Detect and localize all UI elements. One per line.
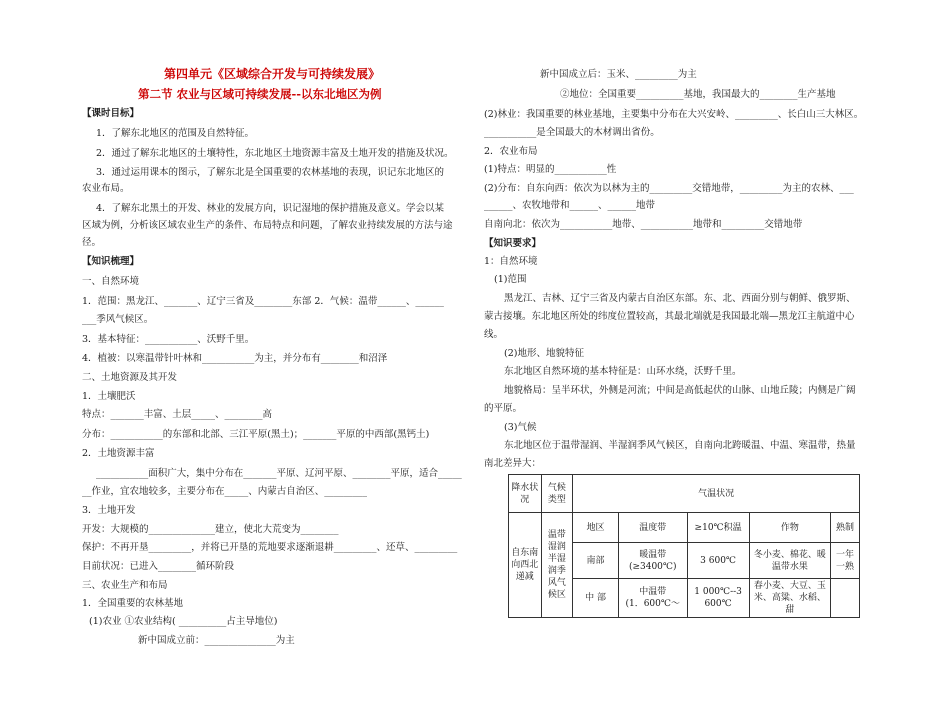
- text-line: (1)农业 ①农业结构( __________占主导地位): [89, 616, 278, 627]
- text-line: 蒙古接壤。东北地区所处的纬度位置较高，其最北端就是我国最北端—黑龙江主航道中心: [484, 311, 855, 322]
- text-line: 径。: [82, 237, 102, 248]
- heading-review: 【知识梳理】: [82, 256, 140, 267]
- header-climate-type: 气候类型: [541, 475, 573, 513]
- cell-accum-temp: 1 000℃--3 600℃: [687, 579, 749, 618]
- text-line: 保护：不再开垦_________，并将已开垦的荒地要求逐渐退耕_________、还草、_________: [82, 542, 458, 553]
- text-line: 三、农业生产和布局: [82, 580, 168, 591]
- col-accum-temp: ≥10℃积温: [687, 513, 749, 543]
- text-line: 一、自然环境: [82, 276, 140, 287]
- text-line: 1．土壤肥沃: [82, 391, 136, 402]
- text-line: (1)范围: [494, 274, 527, 285]
- text-line: 的平原。: [484, 403, 523, 414]
- heading-requirements: 【知识要求】: [484, 238, 542, 249]
- cell-region: 南部: [573, 543, 619, 579]
- text-line: 自南向北：依次为___________地带、___________地带和_________交错地带: [484, 219, 803, 230]
- text-line: 新中国成立前：_______________为主: [138, 635, 295, 646]
- text-line: 东北地区自然环境的基本特征是：山环水绕，沃野千里。: [504, 366, 742, 377]
- text-line: 目前状况：已进入________循环阶段: [82, 561, 235, 572]
- text-line: ___________面积广大，集中分布在_______平原、辽河平原、________平原，适合_____: [96, 468, 462, 479]
- text-line: 农业布局。: [82, 183, 130, 194]
- text-line: (2)地形、地貌特征: [504, 348, 584, 359]
- text-line: 1．范围：黑龙江、_______、辽宁三省及________东部 2．气候：温带______、______: [82, 296, 444, 307]
- text-line: 2．农业布局: [484, 146, 538, 157]
- text-line: 二、土地资源及其开发: [82, 372, 178, 383]
- cell-maturity: 一年一熟: [831, 543, 860, 579]
- text-line: 开发：大规模的______________建立，使北大荒变为________: [82, 524, 339, 535]
- text-line: 线。: [484, 329, 504, 340]
- unit-title: 第四单元《区域综合开发与可持续发展》: [164, 67, 381, 81]
- section-title: 第二节 农业与区域可持续发展--以东北地区为例: [138, 87, 382, 101]
- text-line: 3．通过运用课本的图示，了解东北是全国重要的农林基地的表现，识记东北地区的: [96, 167, 445, 178]
- col-crops: 作物: [749, 513, 831, 543]
- text-line: ②地位：全国重要__________基地，我国最大的________生产基地: [560, 89, 836, 100]
- text-line: __作业，宜农地较多，主要分布在_____、内蒙古自治区、_________: [82, 486, 368, 497]
- col-zone: 温度带: [618, 513, 687, 543]
- text-line: (1)特点：明显的___________性: [484, 164, 617, 175]
- text-line: 分布：___________的东部和北部、三江平原(黑土)；_______平原的中西部(黑钙土): [82, 429, 430, 440]
- cell-maturity: [831, 579, 860, 618]
- cell-trend: 自东南向西北递减: [509, 513, 542, 618]
- zone-name: 中温带: [639, 587, 667, 597]
- zone-note: (≥3400℃): [628, 561, 677, 572]
- col-region: 地区: [573, 513, 619, 543]
- text-line: 东北地区位于温带湿润、半湿润季风气候区，自南向北跨暖温、中温、寒温带，热量: [504, 440, 856, 451]
- header-temperature: 气温状况: [573, 475, 860, 513]
- temperature-table: [508, 474, 860, 618]
- text-line: 区域为例，分析该区域农业生产的条件、布局特点和问题，了解农业持续发展的方法与途: [82, 220, 453, 231]
- text-line: 4．了解东北黑土的开发、林业的发展方向，识记湿地的保护措施及意义。学会以某: [96, 203, 445, 214]
- text-line: ___________是全国最大的木材调出省份。: [484, 127, 660, 138]
- text-line: 新中国成立后：玉米、_________为主: [540, 69, 697, 80]
- text-line: 2．土地资源丰富: [82, 448, 155, 459]
- text-line: 1．了解东北地区的范围及自然特征。: [96, 128, 255, 139]
- text-line: 3．土地开发: [82, 505, 136, 516]
- text-line: ______、农牧地带和______、______地带: [484, 200, 656, 211]
- cell-accum-temp: 3 600℃: [687, 543, 749, 579]
- cell-crops: 春小麦、大豆、玉米、高粱、水稻、甜: [749, 579, 831, 618]
- text-line: 4．植被：以寒温带针叶林和___________为主，并分布有________和沼泽: [82, 353, 388, 364]
- text-line: (2)林业：我国重要的林业基地，主要集中分布在大兴安岭、_________、长白山三大林区。: [484, 109, 864, 120]
- text-line: 2．通过了解东北地区的土壤特性，东北地区土地资源丰富及土地开发的措施及状况。: [96, 148, 454, 159]
- text-line: 特点：_______丰富、土层_____、________高: [82, 409, 273, 420]
- text-line: 南北差异大：: [484, 458, 542, 469]
- cell-region: 中 部: [573, 579, 619, 618]
- text-line: (2)分布：自东向西：依次为以林为主的_________交错地带，_________为主的农林、___: [484, 183, 854, 194]
- text-line: ___季风气候区。: [82, 314, 154, 325]
- text-line: 1：自然环境: [484, 256, 538, 267]
- zone-name: 暖温带: [639, 549, 667, 560]
- col-maturity: 熟制: [831, 513, 860, 543]
- cell-crops: 冬小麦、棉花、暖温带水果: [749, 543, 831, 579]
- header-precipitation: 降水状况: [509, 475, 542, 513]
- heading-goals: 【课时目标】: [82, 108, 140, 119]
- zone-note: (1．600℃～: [625, 599, 680, 609]
- cell-zone: [618, 543, 687, 579]
- cell-zone: [618, 579, 687, 618]
- cell-climate-type: 温带湿润半湿润季风气候区: [541, 513, 573, 618]
- text-line: 地貌格局：呈半环状，外侧是河流；中间是高低起伏的山脉、山地丘陵；内侧是广阔: [504, 385, 856, 396]
- text-line: 黑龙江、吉林、辽宁三省及内蒙古自治区东部。东、北、西面分别与朝鲜、俄罗斯、: [504, 293, 856, 304]
- text-line: 3．基本特征：___________、沃野千里。: [82, 334, 255, 345]
- text-line: 1．全国重要的农林基地: [82, 598, 184, 609]
- text-line: (3)气候: [504, 422, 537, 433]
